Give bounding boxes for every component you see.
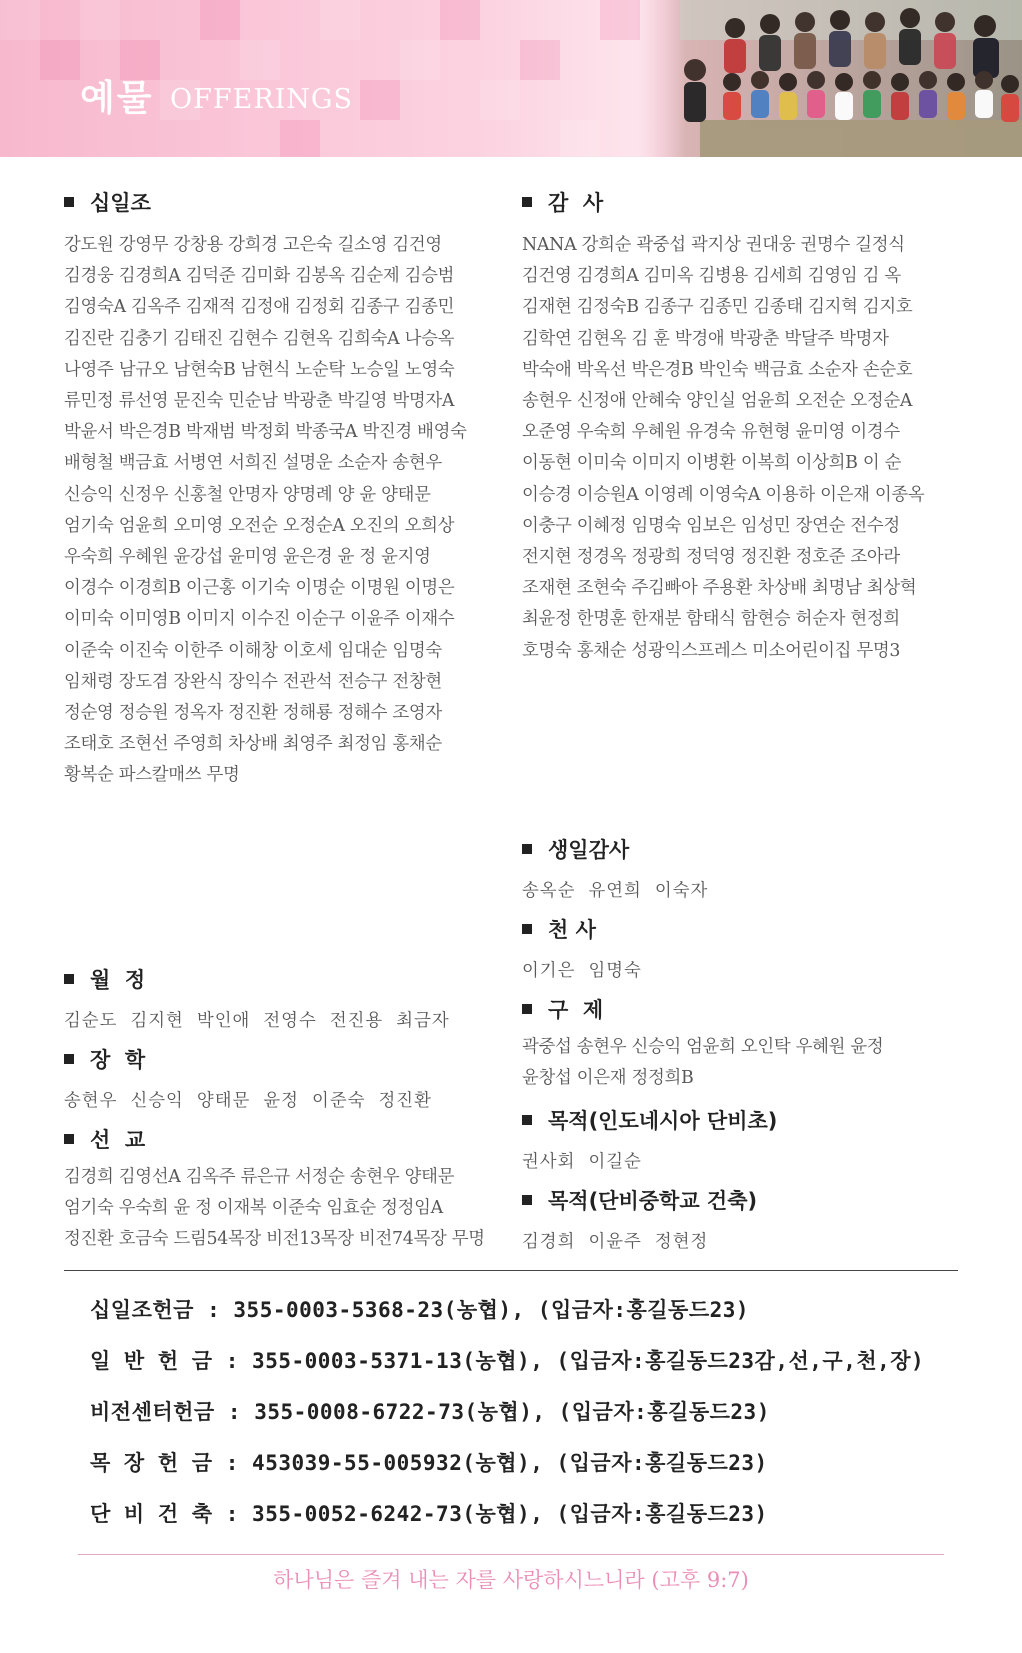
name-line: 신승익 신정우 신홍철 안명자 양명례 양 윤 양태문	[64, 484, 431, 505]
name-line: 배형철 백금효 서병연 서희진 설명운 소순자 송현우	[64, 453, 442, 474]
section-title	[64, 1044, 432, 1074]
account-row	[90, 1345, 924, 1375]
page-header	[0, 0, 1022, 157]
account-row	[90, 1396, 770, 1426]
page-title: 예물	[80, 78, 154, 119]
account-row	[90, 1447, 768, 1477]
section-title-text: 구 제	[548, 998, 604, 1022]
section-title	[64, 1124, 485, 1154]
header-tile	[480, 80, 520, 120]
relief-name-list	[522, 1032, 883, 1094]
name-line: 박윤서 박은경B 박재범 박정회 박종국A 박진경 배영숙	[64, 422, 467, 443]
name-line: 김학연 김현옥 김 훈 박경애 박광춘 박달주 박명자	[522, 328, 889, 349]
section-title-text: 천 사	[548, 918, 596, 942]
section-title-text: 감 사	[548, 191, 604, 215]
name-line: 김순도 김지현 박인애 전영수 전진용 최금자	[64, 1011, 450, 1031]
name-line: 이승경 이승원A 이영례 이영숙A 이용하 이은재 이종옥	[522, 484, 925, 505]
header-tile	[240, 40, 280, 80]
header-tile	[600, 0, 640, 40]
account-label: 단 비 건 축	[90, 1502, 213, 1526]
name-line: 임채령 장도겸 장완식 장익수 전관석 전승구 전창현	[64, 671, 442, 692]
account-value: 355-0003-5368-23(농협), (입금자:홍길동드23)	[233, 1298, 750, 1322]
section-title	[522, 834, 708, 864]
account-separator: :	[225, 1349, 239, 1373]
name-line: 이준숙 이진숙 이한주 이해창 이호세 임대순 임명숙	[64, 640, 442, 661]
account-row	[90, 1294, 749, 1324]
section-title-text: 생일감사	[548, 838, 630, 862]
tithe-name-list	[64, 230, 467, 792]
section-title-text: 목적(단비중학교 건축)	[548, 1189, 758, 1213]
footer-divider	[78, 1554, 944, 1555]
header-tile	[360, 80, 400, 120]
section-relief	[522, 994, 883, 1094]
name-line: NANA 강희순 곽중섭 곽지상 권대웅 권명수 길정식	[522, 235, 905, 255]
header-tile	[0, 0, 40, 40]
header-tile	[520, 40, 560, 80]
name-line: 김영숙A 김옥주 김재적 김정애 김정회 김종구 김종민	[64, 297, 455, 318]
name-line: 정순영 정승원 정옥자 정진환 정해룡 정해수 조영자	[64, 703, 442, 724]
group-photo	[640, 0, 1022, 157]
name-line: 우숙희 우혜원 윤강섭 윤미영 윤은경 윤 정 윤지영	[64, 547, 431, 568]
header-tile	[440, 0, 480, 40]
name-line: 윤창섭 이은재 정정희B	[522, 1068, 694, 1089]
header-tile	[200, 0, 240, 40]
section-title-text: 장 학	[90, 1048, 146, 1072]
name-line: 엄기숙 우숙희 윤 정 이재복 이준숙 임효순 정정임A	[64, 1198, 443, 1219]
bullet-square-icon	[64, 197, 74, 207]
header-tile	[320, 0, 360, 40]
bullet-square-icon	[522, 1115, 532, 1125]
bullet-square-icon	[522, 197, 532, 207]
account-value: 453039-55-005932(농협), (입금자:홍길동드23)	[252, 1451, 768, 1475]
name-line: 이경수 이경희B 이근홍 이기숙 이명순 이명원 이명은	[64, 578, 455, 599]
header-tile	[80, 0, 120, 40]
account-separator: :	[225, 1502, 239, 1526]
section-scholarship	[64, 1044, 432, 1111]
group-photo-image	[640, 0, 1022, 157]
section-title	[64, 964, 450, 994]
bullet-square-icon	[522, 1004, 532, 1014]
section-title	[522, 1105, 777, 1135]
name-line: 김진란 김충기 김태진 김현수 김현옥 김희숙A 나승옥	[64, 328, 455, 349]
section-title	[522, 994, 883, 1024]
account-label: 목 장 헌 금	[90, 1451, 213, 1475]
bullet-square-icon	[522, 924, 532, 934]
bullet-square-icon	[64, 1054, 74, 1064]
account-value: 355-0003-5371-13(농협), (입금자:홍길동드23감,선,구,천,장)	[252, 1349, 925, 1373]
account-label: 십일조헌금	[90, 1298, 194, 1322]
section-title	[522, 1185, 757, 1215]
section-title-text: 월 정	[90, 968, 146, 992]
page-subtitle: OFFERINGS	[170, 84, 353, 115]
name-line: 김경희 이윤주 정현정	[522, 1232, 709, 1252]
name-line: 정진환 호금숙 드림54목장 비전13목장 비전74목장 무명	[64, 1229, 485, 1250]
section-divider	[64, 1270, 958, 1271]
account-value: 355-0052-6242-73(농협), (입금자:홍길동드23)	[252, 1502, 768, 1526]
name-line: 이동현 이미숙 이미지 이병환 이복희 이상희B 이 순	[522, 453, 902, 474]
account-separator: :	[207, 1298, 221, 1322]
section-thanks	[522, 187, 924, 667]
account-separator: :	[225, 1451, 239, 1475]
account-value: 355-0008-6722-73(농협), (입금자:홍길동드23)	[254, 1400, 770, 1424]
bullet-square-icon	[522, 1195, 532, 1205]
name-line: 강도원 강영무 강창용 강희경 고은숙 길소영 김건영	[64, 235, 442, 255]
header-tile	[40, 40, 80, 80]
name-line: 조태호 조현선 주영희 차상배 최영주 최정임 홍채순	[64, 734, 442, 755]
name-line: 류민정 류선영 문진숙 민순남 박광춘 박길영 박명자A	[64, 391, 455, 412]
section-monthly	[64, 964, 450, 1031]
account-row	[90, 1498, 768, 1528]
section-title-text: 십일조	[90, 191, 151, 215]
name-line: 호명숙 홍채순 성광익스프레스 미소어린이집 무명3	[522, 640, 901, 661]
footer-verse: 하나님은 즐겨 내는 자를 사랑하시느니라 (고후 9:7)	[273, 1568, 749, 1592]
header-tile	[280, 120, 320, 157]
section-angel	[522, 914, 642, 981]
section-title-text: 선 교	[90, 1128, 146, 1152]
mission-name-list	[64, 1162, 485, 1256]
name-line: 이충구 이혜정 임명숙 임보은 임성민 장연순 전수정	[522, 515, 900, 536]
bullet-square-icon	[64, 974, 74, 984]
name-line: 엄기숙 엄윤희 오미영 오전순 오정순A 오진의 오희상	[64, 515, 455, 536]
name-line: 박숙애 박옥선 박은경B 박인숙 백금효 소순자 손순호	[522, 359, 913, 380]
bullet-square-icon	[64, 1134, 74, 1144]
section-tithe	[64, 187, 467, 792]
name-line: 송옥순 유연희 이숙자	[522, 881, 709, 901]
name-line: 김경희 김영선A 김옥주 류은규 서정순 송현우 양태문	[64, 1167, 455, 1187]
name-line: 전지현 정경옥 정광희 정덕영 정진환 정호준 조아라	[522, 547, 900, 568]
section-purpose-school	[522, 1185, 757, 1252]
section-birthday	[522, 834, 708, 901]
name-line: 곽중섭 송현우 신승익 엄윤희 오인탁 우혜원 윤정	[522, 1037, 884, 1057]
name-line: 김재현 김정숙B 김종구 김종민 김종태 김지혁 김지호	[522, 297, 913, 318]
name-line: 오준영 우숙희 우혜원 유경숙 유현형 윤미영 이경수	[522, 422, 900, 443]
name-line: 나영주 남규오 남현숙B 남현식 노순탁 노승일 노영숙	[64, 359, 455, 380]
section-title	[522, 914, 642, 944]
name-line: 이미숙 이미영B 이미지 이수진 이순구 이윤주 이재수	[64, 609, 455, 630]
header-tile	[560, 120, 600, 157]
name-line: 이기은 임명숙	[522, 961, 642, 981]
name-line: 김건영 김경희A 김미옥 김병용 김세희 김영임 김 옥	[522, 266, 901, 287]
section-title	[522, 187, 924, 217]
name-line: 송현우 신승익 양태문 윤정 이준숙 정진환	[64, 1091, 432, 1111]
section-purpose-indonesia	[522, 1105, 777, 1172]
name-line: 최윤정 한명훈 한재분 함태식 함현승 허순자 현정희	[522, 609, 900, 630]
account-separator: :	[227, 1400, 242, 1424]
bullet-square-icon	[522, 844, 532, 854]
section-title-text: 목적(인도네시아 단비초)	[548, 1109, 778, 1133]
account-label: 일 반 헌 금	[90, 1349, 213, 1373]
section-title	[64, 187, 467, 217]
name-line: 황복순 파스칼매쓰 무명	[64, 765, 240, 786]
header-tile	[400, 40, 440, 80]
thanks-name-list	[522, 230, 924, 667]
name-line: 송현우 신정애 안혜숙 양인실 엄윤희 오전순 오정순A	[522, 391, 913, 412]
section-mission	[64, 1124, 485, 1256]
name-line: 김경웅 김경희A 김덕준 김미화 김봉옥 김순제 김승범	[64, 266, 455, 287]
name-line: 조재현 조현숙 주김빠아 주용환 차상배 최명남 최상혁	[522, 578, 917, 599]
account-label: 비전센터헌금	[90, 1400, 215, 1424]
name-line: 권사회 이길순	[522, 1152, 642, 1172]
